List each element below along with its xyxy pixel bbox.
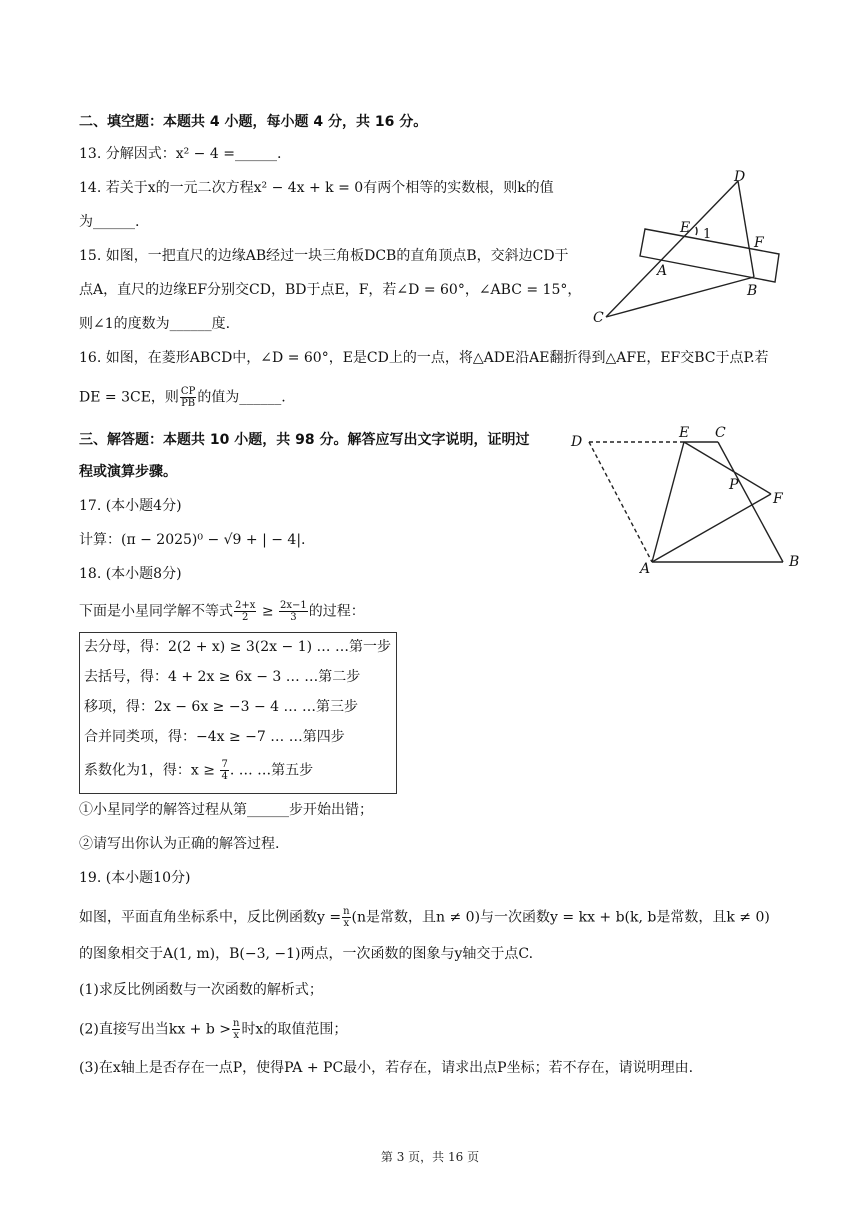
step-5-fraction — [220, 759, 228, 782]
q18-frac1-den: 2 — [242, 612, 249, 623]
q18-frac2-num: 2x−1 — [280, 600, 307, 611]
question-15-line1: 15. 如图，一把直尺的边缘AB经过一块三角板DCB的直角顶点B，交斜边CD于 — [79, 248, 569, 264]
figure-q15 — [585, 165, 790, 330]
q19-p2-a: (2)直接写出当kx + b > — [79, 1021, 231, 1038]
label-B: B — [747, 283, 758, 299]
question-16-line2 — [79, 386, 286, 409]
label-C: C — [593, 310, 604, 326]
line-AF — [652, 494, 771, 562]
q19-frac2-num: n — [232, 1018, 240, 1029]
question-18-part2: ②请写出你认为正确的解答过程. — [79, 836, 280, 852]
question-19-part2 — [79, 1018, 347, 1041]
question-15-line2: 点A，直尺的边缘EF分别交CD，BD于点E，F，若∠D = 60°，∠ABC = 15°， — [79, 282, 582, 298]
question-18-part1: ①小星同学的解答过程从第______步开始出错； — [79, 802, 373, 818]
question-14-line1: 14. 若关于x的一元二次方程x² − 4x + k = 0有两个相等的实数根，则k的值 — [79, 180, 554, 196]
q18-ge: ≥ — [261, 603, 274, 620]
q19-frac2-den: x — [233, 1030, 240, 1041]
section-2-header: 二、填空题：本题共 4 小题，每小题 4 分，共 16 分。 — [79, 114, 428, 130]
step-5-b: . … …第五步 — [229, 762, 314, 779]
step-5-den: 4 — [221, 771, 228, 782]
question-17-body: 计算：(π − 2025)⁰ − √9 + | − 4|. — [79, 532, 306, 548]
question-15-line3: 则∠1的度数为______度. — [79, 316, 231, 332]
label-E: E — [680, 220, 691, 236]
question-19-line1 — [79, 906, 770, 929]
q16-frac-den: PB — [181, 398, 196, 409]
step-1: 去分母，得：2(2 + x) ≥ 3(2x − 1) … …第一步 — [84, 639, 391, 655]
q19-fraction-1 — [342, 906, 350, 929]
q18-frac1-num: 2+x — [235, 600, 256, 611]
step-5 — [84, 759, 313, 782]
line-EF — [684, 442, 771, 494]
question-17-title: 17. (本小题4分) — [79, 498, 182, 514]
section-3-header-line2: 程或演算步骤。 — [79, 464, 177, 480]
q18-fraction-1 — [234, 600, 256, 623]
q19-l1-b: (n是常数，且n ≠ 0)与一次函数y = kx + b(k, b是常数，且k ≠ 0) — [351, 909, 770, 926]
q16-frac-num: CP — [180, 386, 196, 397]
q16-text-b: 的值为______. — [197, 389, 286, 406]
q19-frac1-den: x — [343, 918, 350, 929]
label-A: A — [657, 263, 668, 279]
q18-fraction-2 — [279, 600, 308, 623]
step-3: 移项，得：2x − 6x ≥ −3 − 4 … …第三步 — [84, 699, 358, 715]
q16-text-a: DE = 3CE，则 — [79, 389, 179, 406]
q18-intro-a: 下面是小星同学解不等式 — [79, 603, 233, 620]
q18-intro-b: 的过程： — [308, 603, 365, 620]
q19-fraction-2 — [232, 1018, 240, 1041]
step-2: 去括号，得：4 + 2x ≥ 6x − 3 … …第二步 — [84, 669, 361, 685]
q19-l1-a: 如图，平面直角坐标系中，反比例函数y = — [79, 909, 342, 926]
q19-frac1-num: n — [343, 906, 350, 917]
page-footer: 第 3 页，共 16 页 — [380, 1150, 480, 1164]
question-19-title: 19. (本小题10分) — [79, 870, 191, 886]
label-A: A — [640, 561, 651, 577]
label-D: D — [571, 434, 583, 450]
question-16-line1: 16. 如图，在菱形ABCD中，∠D = 60°，E是CD上的一点，将△ADE沿AE翻折得到△AFE，EF交BC于点P.若 — [79, 350, 769, 366]
question-19-part3: (3)在x轴上是否存在一点P，使得PA + PC最小，若存在，请求出点P坐标；若不存在，请说明理由. — [79, 1060, 694, 1076]
step-5-num: 7 — [221, 759, 228, 770]
step-5-a: 系数化为1，得：x ≥ — [84, 762, 215, 779]
label-C: C — [715, 425, 726, 441]
label-E: E — [679, 425, 690, 441]
question-18-title: 18. (本小题8分) — [79, 566, 182, 582]
label-D: D — [734, 169, 746, 185]
question-13: 13. 分解因式：x² − 4 =______. — [79, 146, 282, 162]
step-4: 合并同类项，得：−4x ≥ −7 … …第四步 — [84, 729, 345, 745]
section-3-header-line1: 三、解答题：本题共 10 小题，共 98 分。解答应写出文字说明，证明过 — [79, 432, 530, 448]
label-1: 1 — [703, 227, 712, 242]
line-AE — [652, 442, 684, 562]
figure-q16 — [565, 420, 810, 580]
dashed-DA — [589, 442, 652, 562]
q16-fraction — [180, 386, 196, 409]
angle-1-arc — [696, 227, 697, 235]
q18-frac2-den: 3 — [290, 612, 297, 623]
question-14-line2: 为______. — [79, 214, 140, 230]
label-B: B — [789, 554, 800, 570]
question-18-intro — [79, 600, 365, 623]
question-19-line2: 的图象相交于A(1, m)，B(−3, −1)两点，一次函数的图象与y轴交于点C. — [79, 946, 534, 962]
label-F: F — [773, 491, 783, 507]
question-19-part1: (1)求反比例函数与一次函数的解析式； — [79, 982, 323, 998]
line-CB — [606, 277, 754, 317]
solution-steps-box — [79, 632, 397, 794]
label-F: F — [754, 235, 764, 251]
q19-p2-b: 时x的取值范围； — [241, 1021, 348, 1038]
label-P: P — [729, 477, 739, 493]
